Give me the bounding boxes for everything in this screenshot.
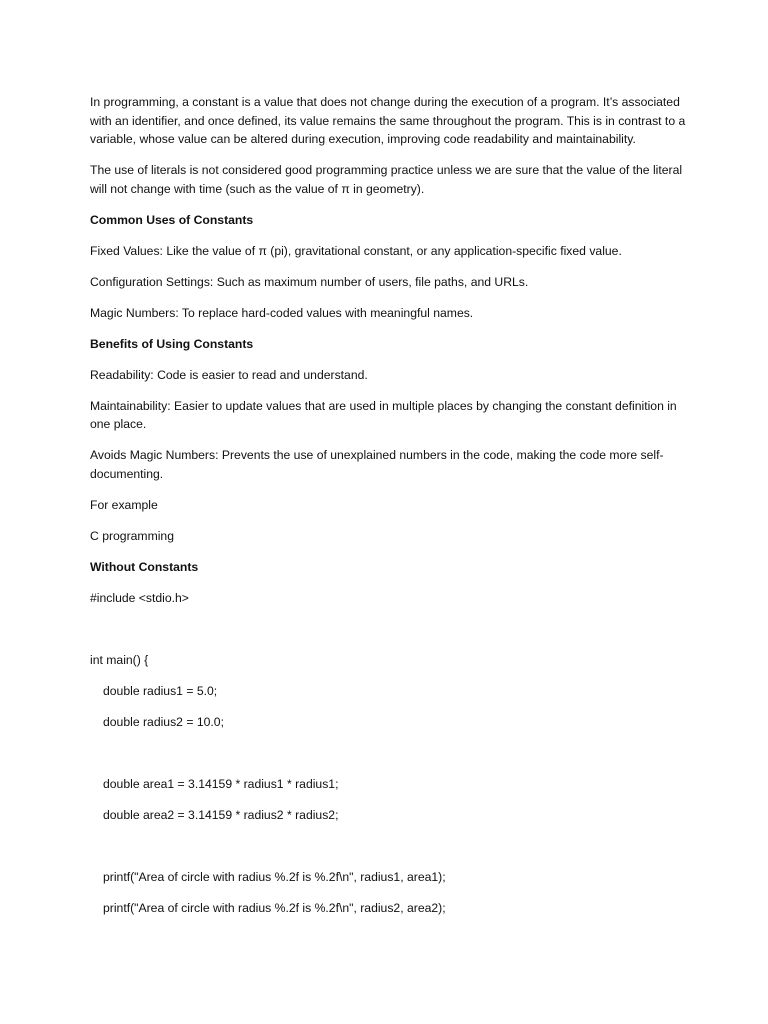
language-label: C programming (90, 528, 174, 543)
code-main-line: int main() { (90, 652, 149, 667)
benefit-item: Avoids Magic Numbers: Prevents the use of unexplained numbers in the code, making the code more self-documenting. (90, 448, 664, 481)
common-use-item: Magic Numbers: To replace hard-coded values with meaningful names. (90, 305, 474, 320)
benefits-heading: Benefits of Using Constants (90, 336, 254, 351)
without-constants-heading: Without Constants (90, 559, 199, 574)
code-printf2-line: printf("Area of circle with radius %.2f is %.2f\n", radius2, area2); (103, 900, 446, 915)
code-area1-line: double area1 = 3.14159 * radius1 * radius1; (103, 776, 339, 791)
code-printf1-line: printf("Area of circle with radius %.2f is %.2f\n", radius1, area1); (103, 869, 446, 884)
common-use-item: Fixed Values: Like the value of π (pi), gravitational constant, or any application-specific fixed value. (90, 243, 622, 258)
code-area2-line: double area2 = 3.14159 * radius2 * radius2; (103, 807, 339, 822)
example-label: For example (90, 497, 158, 512)
code-block (90, 589, 690, 918)
code-radius1-line: double radius1 = 5.0; (103, 683, 218, 698)
document-page (90, 93, 690, 930)
benefit-item: Maintainability: Easier to update values that are used in multiple places by changing the constant definition in one place. (90, 398, 677, 431)
code-blank-line (90, 620, 690, 639)
intro-paragraph: In programming, a constant is a value that does not change during the execution of a program. It’s associated with an identifier, and once defined, its value remains the same throughout the program. This is in contrast to a variable, whose value can be altered during execution, improving code readability and maintainability. (90, 95, 686, 146)
code-blank-line (90, 837, 690, 856)
benefit-item: Readability: Code is easier to read and understand. (90, 367, 368, 382)
common-uses-heading: Common Uses of Constants (90, 212, 254, 227)
common-use-item: Configuration Settings: Such as maximum number of users, file paths, and URLs. (90, 274, 529, 289)
code-include-line: #include <stdio.h> (90, 590, 189, 605)
literals-paragraph: The use of literals is not considered good programming practice unless we are sure that the value of the literal will not change with time (such as the value of π in geometry). (90, 163, 683, 196)
code-blank-line (90, 744, 690, 763)
code-radius2-line: double radius2 = 10.0; (103, 714, 224, 729)
